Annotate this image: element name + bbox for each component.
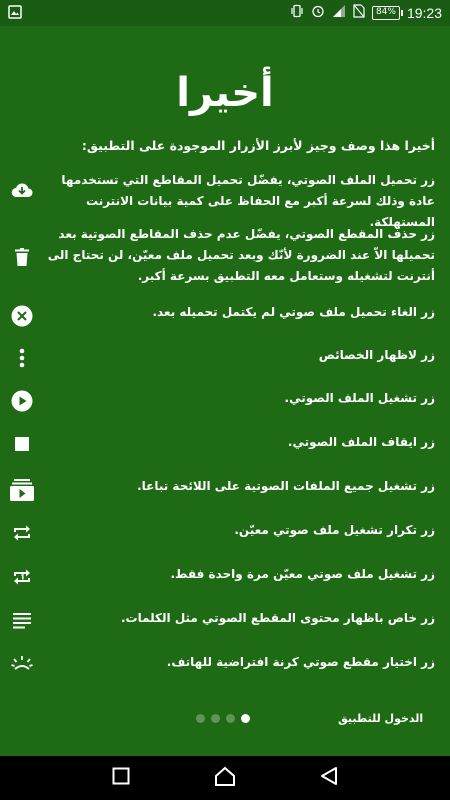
- page-intro: أخيرا هذا وصف وجيز لأبرز الأزرار الموجودة على التطبيق:: [81, 138, 435, 153]
- stop-icon: [0, 432, 44, 456]
- playlist-play-icon: [0, 477, 44, 503]
- page-indicator: [196, 714, 250, 723]
- onboarding-footer: [0, 686, 450, 756]
- list-item: زر خاص باظهار محتوى المقطع الصوتي مثل الكلمات.: [120, 611, 435, 625]
- page-title: أخيرا: [176, 70, 274, 116]
- cancel-icon: [0, 303, 44, 329]
- list-item: زر لاظهار الخصائص: [318, 348, 435, 362]
- onboarding-page: [0, 26, 450, 756]
- more-vert-icon: [0, 346, 44, 370]
- page-dot-active[interactable]: [241, 714, 250, 723]
- lyrics-icon: [0, 609, 44, 633]
- list-item: زر تشغيل الملف الصوتي.: [284, 391, 435, 405]
- alarm-icon: [311, 4, 325, 22]
- repeat-one-icon: [0, 565, 44, 589]
- list-item: زر تشغيل ملف صوتي معيّن مرة واحدة فقط.: [170, 567, 435, 581]
- status-time: 19:23: [406, 5, 442, 21]
- page-dot[interactable]: [226, 714, 235, 723]
- repeat-icon: [0, 521, 44, 545]
- ringtone-icon: [0, 652, 44, 676]
- cloud-download-icon: [0, 176, 44, 204]
- no-sim-icon: [353, 4, 365, 22]
- list-item: زر تكرار تشغيل ملف صوتي معيّن.: [234, 523, 435, 537]
- trash-icon: [0, 243, 44, 271]
- list-item: زر تحميل الملف الصوتي، يفضّل تحميل المقاطع التي تستخدمها عادة وذلك لسرعة أكبر مع الحفاظ على كمية بيانات الانترنت المستهلكة.: [61, 173, 435, 229]
- list-item: زر حذف المقطع الصوتي، يفضّل عدم حذف المقاطع الصوتية بعد تحميلها الاّ عند الضرورة لأنّك وبعد تحميل ملف معيّن، لن تحتاج الى أنترنت لتشغيله وستعامل معه التطبيق بسرعة أكبر.: [47, 227, 435, 283]
- vibrate-icon: [290, 4, 304, 22]
- home-button[interactable]: [214, 766, 236, 790]
- list-item: زر ايقاف الملف الصوتي.: [287, 435, 435, 449]
- image-icon: [8, 4, 22, 23]
- list-item: زر اختيار مقطع صوتي كرنة افتراضية للهاتف.: [166, 655, 435, 669]
- play-circle-icon: [0, 388, 44, 414]
- recent-apps-button[interactable]: [112, 767, 130, 789]
- system-nav-bar: [0, 756, 450, 800]
- signal-icon: [332, 4, 346, 22]
- button-descriptions-list: [0, 26, 450, 756]
- enter-app-button[interactable]: الدخول للتطبيق: [338, 712, 424, 725]
- back-button[interactable]: [320, 766, 338, 790]
- status-bar: [0, 0, 450, 26]
- page-dot[interactable]: [211, 714, 220, 723]
- battery-icon: 84%: [372, 6, 400, 20]
- page-dot[interactable]: [196, 714, 205, 723]
- list-item: زر تشغيل جميع الملفات الصوتية على اللائحة تباعا.: [137, 479, 435, 493]
- list-item: زر الغاء تحميل ملف صوتي لم يكتمل تحميله بعد.: [152, 305, 435, 319]
